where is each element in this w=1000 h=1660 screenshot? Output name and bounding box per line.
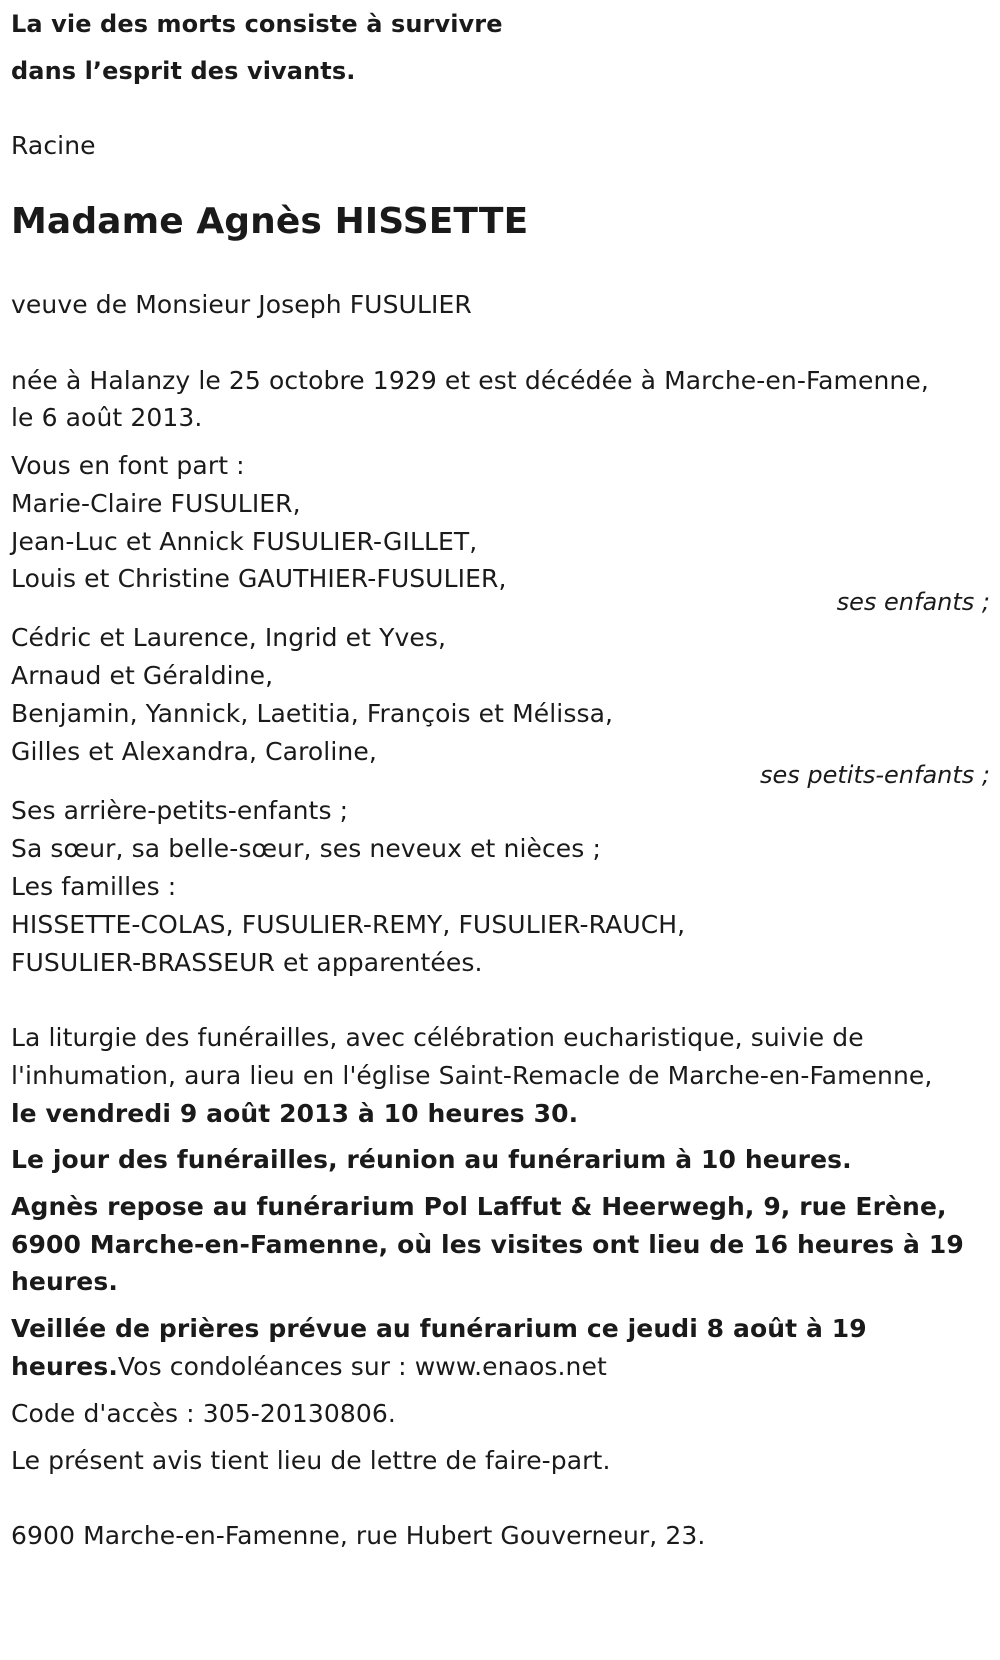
- vigil-condolences-line: [11, 1351, 607, 1383]
- condolences-text: Vos condoléances sur : www.enaos.net: [117, 1352, 607, 1381]
- deceased-name: Madame Agnès HISSETTE: [11, 201, 529, 242]
- rest-line-1: Agnès repose au funérarium Pol Laffut & Heerwegh, 9, rue Erène,: [11, 1192, 947, 1221]
- family-line: HISSETTE-COLAS, FUSULIER-REMY, FUSULIER-RAUCH,: [11, 910, 686, 939]
- announcement-intro: Vous en font part :: [11, 451, 245, 480]
- liturgy-line-2: l'inhumation, aura lieu en l'église Saint-Remacle de Marche-en-Famenne,: [11, 1061, 933, 1090]
- grandchildren-role: ses petits-enfants ;: [759, 761, 990, 789]
- liturgy-line-1: La liturgie des funérailles, avec célébration eucharistique, suivie de: [11, 1023, 864, 1052]
- grandchild-item: Arnaud et Géraldine,: [11, 661, 274, 690]
- grandchild-item: Cédric et Laurence, Ingrid et Yves,: [11, 623, 446, 652]
- grandchild-item: Benjamin, Yannick, Laetitia, François et Mélissa,: [11, 699, 614, 728]
- vigil-line-1: Veillée de prières prévue au funérarium ce jeudi 8 août à 19: [11, 1314, 867, 1343]
- epigraph-line-1: La vie des morts consiste à survivre: [11, 10, 503, 38]
- rest-line-3: heures.: [11, 1267, 118, 1296]
- birth-death-line-1: née à Halanzy le 25 octobre 1929 et est décédée à Marche-en-Famenne,: [11, 366, 929, 395]
- notice-line: Le présent avis tient lieu de lettre de faire-part.: [11, 1446, 611, 1475]
- meeting-line: Le jour des funérailles, réunion au funérarium à 10 heures.: [11, 1145, 852, 1174]
- epigraph-line-2: dans l’esprit des vivants.: [11, 57, 356, 85]
- children-role: ses enfants ;: [836, 588, 990, 616]
- family-line: Ses arrière-petits-enfants ;: [11, 796, 349, 825]
- rest-line-2: 6900 Marche-en-Famenne, où les visites ont lieu de 16 heures à 19: [11, 1230, 964, 1259]
- child-item: Marie-Claire FUSULIER,: [11, 489, 301, 518]
- birth-death-line-2: le 6 août 2013.: [11, 403, 203, 432]
- vigil-line-2: heures.: [11, 1352, 118, 1381]
- funeral-date: le vendredi 9 août 2013 à 10 heures 30.: [11, 1099, 579, 1128]
- spouse-line: veuve de Monsieur Joseph FUSULIER: [11, 290, 472, 319]
- address-line: 6900 Marche-en-Famenne, rue Hubert Gouverneur, 23.: [11, 1521, 706, 1550]
- child-item: Jean-Luc et Annick FUSULIER-GILLET,: [11, 527, 478, 556]
- access-code: Code d'accès : 305-20130806.: [11, 1399, 396, 1428]
- child-item: Louis et Christine GAUTHIER-FUSULIER,: [11, 564, 507, 593]
- epigraph-author: Racine: [11, 131, 96, 160]
- grandchild-item: Gilles et Alexandra, Caroline,: [11, 737, 377, 766]
- family-line: Les familles :: [11, 872, 177, 901]
- family-line: FUSULIER-BRASSEUR et apparentées.: [11, 948, 483, 977]
- family-line: Sa sœur, sa belle-sœur, ses neveux et nièces ;: [11, 834, 601, 863]
